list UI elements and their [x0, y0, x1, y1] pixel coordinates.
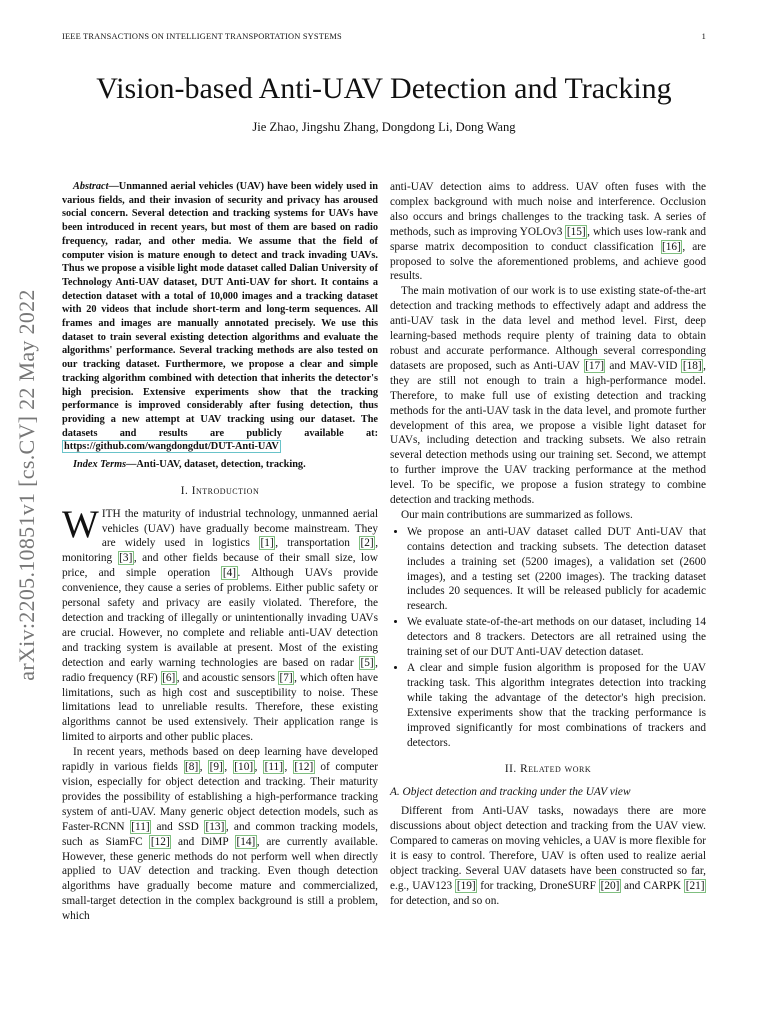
citation-link[interactable]: [21]: [685, 879, 705, 892]
citation-link[interactable]: [11]: [131, 820, 150, 833]
drop-cap: W: [62, 502, 99, 546]
citation-link[interactable]: [6]: [162, 671, 176, 684]
abstract-lead: Abstract: [73, 181, 109, 192]
right-column: [390, 180, 706, 909]
citation-link[interactable]: [10]: [234, 761, 254, 774]
section-numeral: II.: [504, 763, 517, 776]
citation-link[interactable]: [7]: [279, 671, 293, 684]
section-title: Introduction: [191, 484, 260, 497]
index-terms-dash: —: [126, 459, 137, 471]
page-number: 1: [701, 32, 706, 41]
citation-link[interactable]: [12]: [150, 835, 170, 848]
left-column: [62, 180, 378, 924]
citation-link[interactable]: [9]: [209, 761, 223, 774]
citation-link[interactable]: [16]: [662, 240, 681, 253]
journal-name: IEEE TRANSACTIONS ON INTELLIGENT TRANSPORTATION SYSTEMS: [62, 32, 342, 41]
citation-link[interactable]: [3]: [119, 552, 133, 565]
citation-link[interactable]: [5]: [360, 656, 374, 669]
intro-paragraph-1: WITH the maturity of industrial technology, unmanned aerial vehicles (UAV) have gradually become mainstream. They are widely used in logistics [1] , transportation [2] , monitoring [3] , and other fields because of their small size, low price, and simple operation [4] . Although UAVs provide convenience, they cause a series of problems. Either public safety or personal safety and privacy are easily violated. Therefore, the detection and tracking of illegally or unintentionally invading UAVs are crucial. However, no complete and reliable anti-UAV detection and tracking system is available at present. Most of the existing detection and early warning technologies are based on radar [5] , radio frequency (RF) [6] , and acoustic sensors [7] , which often have limitations, such as high cost and susceptibility to noise. These limitations lead to unreliable results. Therefore, these existing algorithms cannot be used extensively. Their application range is limited to airports and other public places.: [62, 502, 379, 744]
intro-paragraph-2: In recent years, methods based on deep learning have developed rapidly in various fields [8] , [9] , [10] , [11] , [12] of computer vision, especially for object detection and tracking. Their maturity provides the possibility of establishing a high-performance tracking system of anti-UAV. Many generic object detection models, such as Faster-RCNN [11] and SSD [13] , and common tracking models, such as SiamFC [12] and DiMP [14] , are currently available. However, these generic methods do not perform well when directly applied to UAV detection and tracking. Even though detection algorithms have gradually become mature and commercialized, small-target detection in the complex background is still a problem, which: [62, 746, 379, 923]
running-head: [62, 32, 706, 46]
index-terms: [62, 458, 378, 472]
contribution-item: • A clear and simple fusion algorithm is proposed for the UAV tracking task. This algorithm integrates detection into tracking while taking the advantage of the detector's high precision. Extensive experiments show that the tracking performance is improved significantly for most combinations of trackers and detectors.: [407, 661, 706, 750]
abstract-dash: —: [108, 181, 119, 192]
citation-link[interactable]: [13]: [205, 820, 225, 833]
citation-link[interactable]: [17]: [585, 359, 604, 372]
citation-link[interactable]: [2]: [360, 537, 374, 550]
index-terms-lead: Index Terms: [73, 459, 127, 471]
contribution-item: • We propose an anti-UAV dataset called DUT Anti-UAV that contains detection and tracking subsets. The detection dataset includes a training set (5200 images), a validation set (2600 images), and a testing set (2200 images). The tracking dataset includes 20 sequences. It will be released publicly for academic research.: [407, 525, 706, 614]
contributions-intro: Our main contributions are summarized as follows.: [401, 508, 633, 521]
contribution-list: [390, 525, 706, 751]
citation-link[interactable]: [15]: [566, 225, 586, 238]
citation-link[interactable]: [4]: [222, 567, 237, 580]
citation-link[interactable]: [18]: [682, 359, 702, 372]
intro-paragraph-4: The main motivation of our work is to use existing state-of-the-art detection and tracking methods to effectively adapt and address the anti-UAV task in the data level and method level. First, deep learning-based methods require plenty of training data to obtain robust and accurate performance. Although several corresponding datasets are proposed, such as Anti-UAV [17] and MAV-VID [18] , they are still not enough to train a high-performance model. Therefore, to make full use of existing detection and tracking methods for the anti-UAV task in the data level, and promote further development of this area, we propose a visible light dataset for UAVs, including detection and tracking subsets. We also retrain several detection methods using our training set. Second, we attempt to further improve the UAV tracking performance at the method level. To be specific, we propose a fusion strategy to combine detection and tracking methods.: [390, 285, 706, 507]
abstract-text: Unmanned aerial vehicles (UAV) have been widely used in various fields, and their invasion of security and privacy has aroused social concern. Several detection and tracking systems for UAVs have been introduced in recent years, but most of them are based on radio frequency, radar, and other media. We assume that the field of computer vision is mature enough to detect and track invading UAVs. Thus we propose a visible light mode dataset called Dalian University of Technology Anti-UAV dataset, DUT Anti-UAV for short. It contains a detection dataset with a total of 10,000 images and a tracking dataset with 20 videos that include short-term and long-term sequences. All frames and images are manually annotated precisely. We use this dataset to train several existing detection algorithms and evaluate the algorithms' performance. Several tracking methods are also tested on our tracking dataset. Furthermore, we propose a clear and simple tracking algorithm combined with detection that inherits the detector's high precision. Extensive experiments show that the tracking performance is improved considerably after fusing detection, thus providing a new attempt at UAV tracking using our dataset. The datasets and results are publicly available at:: [62, 181, 378, 439]
citation-link[interactable]: [1]: [260, 537, 274, 550]
section-heading-introduction: [62, 484, 378, 499]
subsection-heading: A. Object detection and tracking under the UAV view: [390, 786, 631, 799]
author-list: Jie Zhao, Jingshu Zhang, Dongdong Li, Dong Wang: [252, 120, 516, 134]
section-numeral: I.: [180, 484, 189, 497]
intro-paragraph-3: anti-UAV detection aims to address. UAV often fuses with the complex background with much noise and interference. Occlusion also occurs and brings challenges to the tracking task. A series of methods, such as improving YOLOv3 [15] , which uses low-rank and sparse matrix decomposition to conduct classification [16] , are proposed to solve the aforementioned problems, and achieve good results.: [390, 181, 706, 283]
dataset-link[interactable]: https://github.com/wangdongdut/DUT-Anti-UAV: [64, 441, 279, 453]
index-terms-text: Anti-UAV, dataset, detection, tracking.: [136, 459, 306, 471]
paper-title: Vision-based Anti-UAV Detection and Tracking: [96, 72, 672, 105]
related-work-paragraph-1: Different from Anti-UAV tasks, nowadays there are more discussions about object detection and tracking from the UAV view. Compared to cameras on moving vehicles, a UAV is more flexible for it is easy to control. Therefore, UAV is often used to realize aerial object tracking. Several UAV datasets have been constructed so far, e.g., UAV123 [19] for tracking, DroneSURF [20] and CARPK [21] for detection, and so on.: [390, 805, 706, 907]
abstract: [62, 180, 378, 454]
citation-link[interactable]: [12]: [294, 761, 314, 774]
contribution-item: • We evaluate state-of-the-art methods on our dataset, including 14 detectors and 8 trackers. Detectors are all retrained using the training set of our DUT Anti-UAV detection dataset.: [407, 615, 706, 660]
citation-link[interactable]: [14]: [236, 835, 256, 848]
arxiv-stamp: [6, 250, 48, 720]
arxiv-stamp-text: arXiv:2205.10851v1 [cs.CV] 22 May 2022: [14, 289, 39, 681]
citation-link[interactable]: [8]: [185, 761, 199, 774]
citation-link[interactable]: [19]: [456, 879, 476, 892]
section-heading-related-work: [390, 762, 706, 777]
citation-link[interactable]: [11]: [264, 761, 283, 774]
citation-link[interactable]: [20]: [600, 879, 620, 892]
section-title: Related work: [520, 763, 592, 776]
